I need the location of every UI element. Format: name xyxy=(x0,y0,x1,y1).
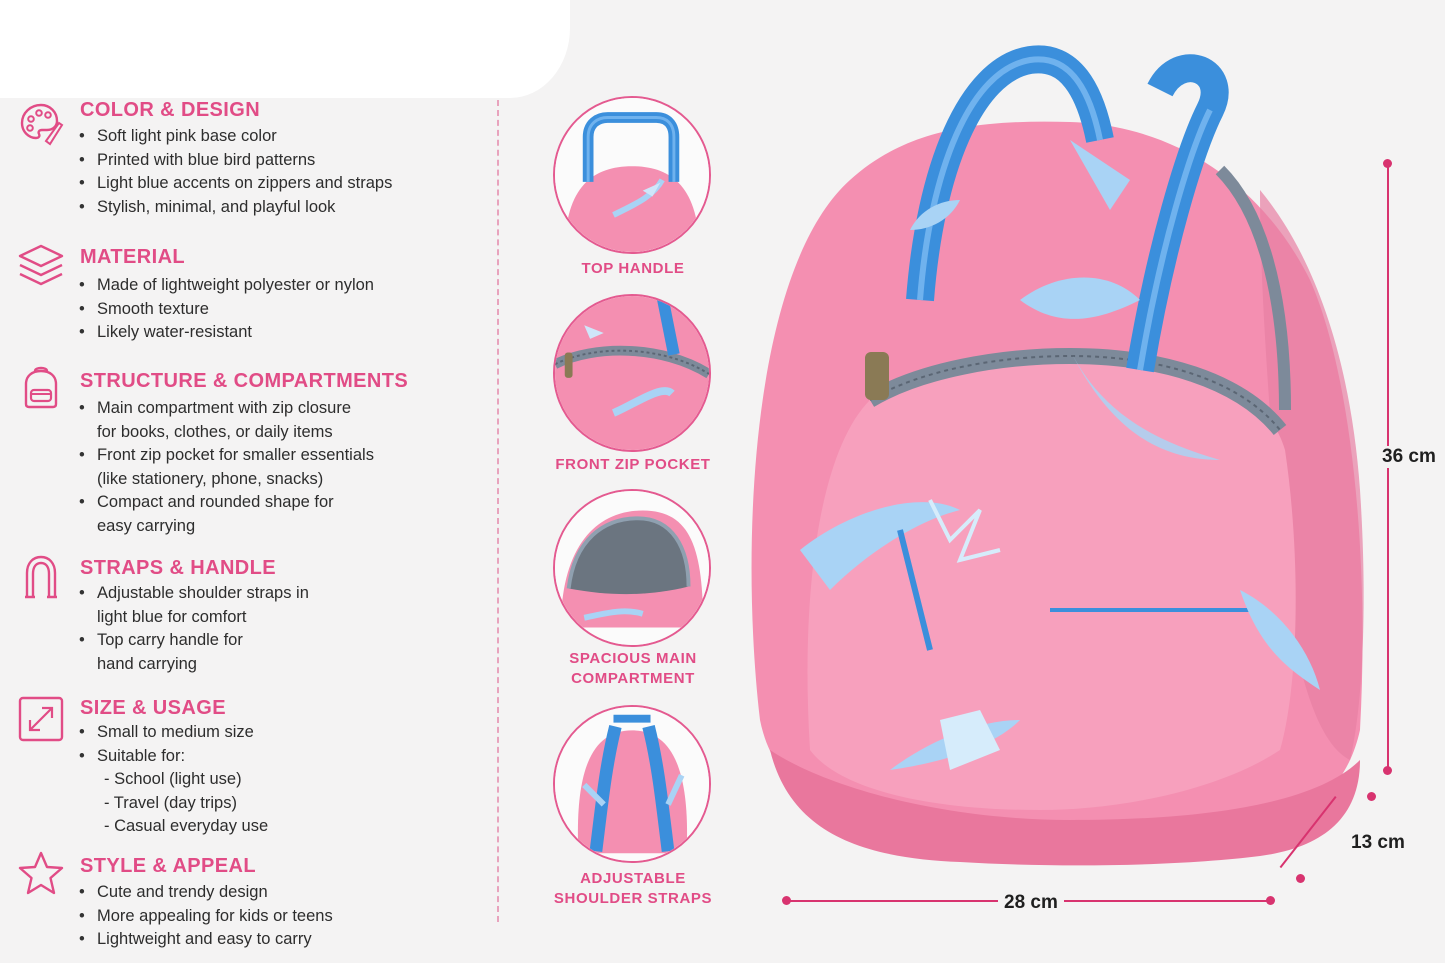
straps-icon xyxy=(16,553,66,603)
section-title: STYLE & APPEAL xyxy=(80,855,256,877)
shoulder-straps-detail xyxy=(553,705,711,863)
list-item: • More appealing for kids or teens xyxy=(78,905,333,929)
list-item: • Suitable for: xyxy=(78,745,268,769)
list-item-line: for books, clothes, or daily items xyxy=(97,422,333,441)
width-dimension-dot xyxy=(782,896,791,905)
list-item: • Soft light pink base color xyxy=(78,125,392,149)
depth-dimension-dot xyxy=(1367,792,1376,801)
top-handle-detail xyxy=(553,96,711,254)
list-item-line: • Top carry handle for xyxy=(97,631,243,649)
list-item: • Made of lightweight polyester or nylon xyxy=(78,274,374,298)
list-item-line: • Main compartment with zip closure xyxy=(97,399,352,417)
section-title: STRAPS & HANDLE xyxy=(80,557,277,579)
list-item-line: easy carrying xyxy=(97,516,196,535)
list-item-line: (like stationery, phone, snacks) xyxy=(97,469,324,488)
star-icon xyxy=(16,849,66,899)
front-zip-pocket-detail xyxy=(553,294,711,452)
section-title: MATERIAL xyxy=(80,246,186,268)
section-title: COLOR & DESIGN xyxy=(80,99,261,121)
depth-dimension-label: 13 cm xyxy=(1345,832,1411,854)
dashed-divider xyxy=(497,100,499,922)
section-items xyxy=(78,721,268,839)
list-item: • Stylish, minimal, and playful look xyxy=(78,196,392,220)
list-item xyxy=(78,444,374,491)
list-sub-item: - Casual everyday use xyxy=(104,817,269,835)
list-item: • Smooth texture xyxy=(78,298,374,322)
list-item: • Lightweight and easy to carry xyxy=(78,928,333,952)
list-item-line: • Compact and rounded shape for xyxy=(97,493,334,511)
shoulder-straps-label: ADJUSTABLE SHOULDER STRAPS xyxy=(553,870,713,907)
list-item xyxy=(78,397,374,444)
height-dimension-label: 36 cm xyxy=(1376,446,1442,468)
list-item: • Cute and trendy design xyxy=(78,881,333,905)
section-title: SIZE & USAGE xyxy=(80,697,226,719)
list-item: • Printed with blue bird patterns xyxy=(78,149,392,173)
section-items xyxy=(78,397,374,538)
height-dimension-dot xyxy=(1383,766,1392,775)
width-dimension-dot xyxy=(1266,896,1275,905)
section-items xyxy=(78,274,374,345)
list-item-line: light blue for comfort xyxy=(97,607,247,626)
list-item xyxy=(78,629,309,676)
top-handle-label: TOP HANDLE xyxy=(581,260,685,277)
list-item xyxy=(78,582,309,629)
backpack-icon xyxy=(16,362,66,412)
list-item xyxy=(78,491,374,538)
section-items xyxy=(78,125,392,219)
list-item: • Light blue accents on zippers and straps xyxy=(78,172,392,196)
list-item-line: • Front zip pocket for smaller essentials xyxy=(97,446,374,464)
list-item-line: hand carrying xyxy=(97,654,197,673)
expand-icon xyxy=(16,694,66,744)
list-item: • Likely water-resistant xyxy=(78,321,374,345)
backpack-product-image xyxy=(740,30,1380,890)
list-item-line: • Adjustable shoulder straps in xyxy=(97,584,309,602)
main-compartment-label: SPACIOUS MAIN COMPARTMENT xyxy=(569,650,697,687)
section-items xyxy=(78,582,309,676)
section-items xyxy=(78,881,333,952)
front-zip-pocket-label: FRONT ZIP POCKET xyxy=(555,456,711,473)
feature-list xyxy=(0,0,480,963)
main-compartment-detail xyxy=(553,489,711,647)
section-title: STRUCTURE & COMPARTMENTS xyxy=(80,370,409,392)
list-item: • Small to medium size xyxy=(78,721,268,745)
list-sub-item: - Travel (day trips) xyxy=(104,793,237,812)
depth-dimension-dot xyxy=(1296,874,1305,883)
palette-icon xyxy=(16,99,66,149)
list-sub-item: - School (light use) xyxy=(104,770,242,788)
width-dimension-label: 28 cm xyxy=(998,892,1064,914)
height-dimension-dot xyxy=(1383,159,1392,168)
layers-icon xyxy=(16,240,66,290)
